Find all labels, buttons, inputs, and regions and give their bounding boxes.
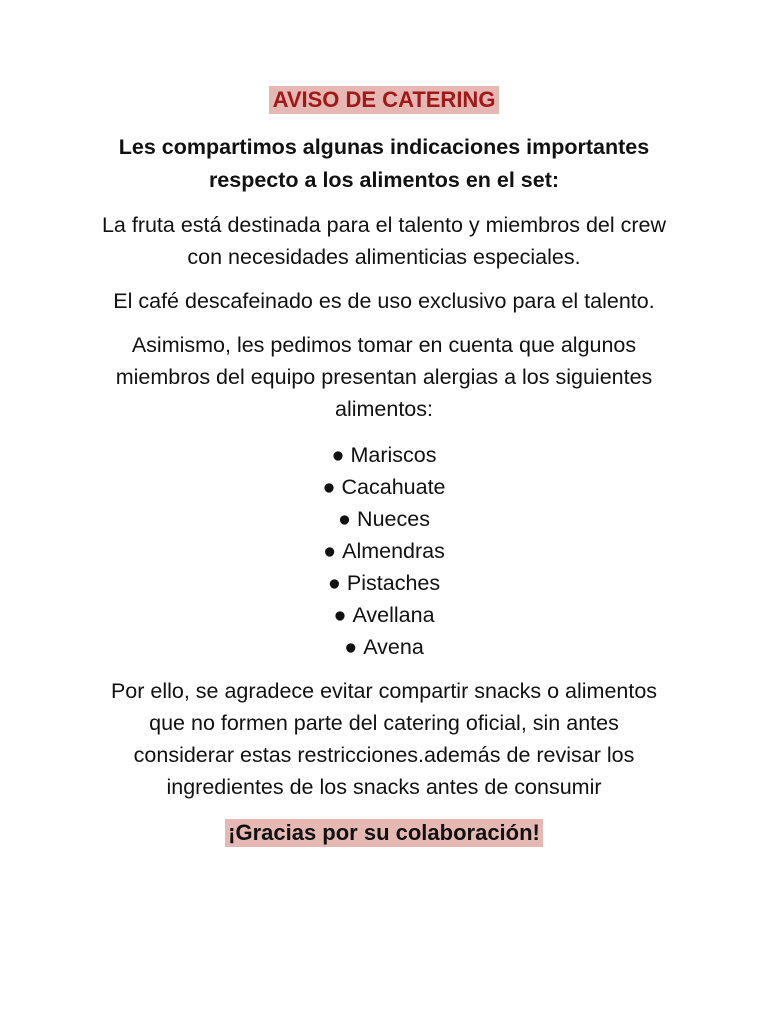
allergen-item [100, 567, 668, 599]
bullet-icon: ● [333, 603, 347, 627]
bullet-icon: ● [344, 635, 358, 659]
bullet-icon: ● [331, 443, 345, 467]
allergen-label: Mariscos [350, 443, 437, 467]
paragraph-allergies: Asimismo, les pedimos tomar en cuenta que algunos miembros del equipo presentan alergias a los siguientes alimentos: [115, 333, 653, 421]
allergen-label: Almendras [342, 539, 445, 563]
allergen-label: Nueces [357, 507, 430, 531]
allergen-label: Pistaches [346, 571, 441, 595]
allergen-item [100, 599, 668, 631]
title-wrap [100, 86, 668, 114]
allergen-list [100, 439, 668, 663]
bullet-icon: ● [322, 475, 336, 499]
bullet-icon: ● [338, 507, 352, 531]
closing-wrap [100, 819, 668, 847]
allergen-label: Avena [363, 635, 424, 659]
allergen-item [100, 471, 668, 503]
intro-text: Les compartimos algunas indicaciones importantes respecto a los alimentos en el set: [118, 135, 650, 192]
bullet-icon: ● [323, 539, 337, 563]
paragraph-coffee: El café descafeinado es de uso exclusivo para el talento. [113, 289, 655, 313]
allergen-item [100, 631, 668, 663]
closing-thanks: ¡Gracias por su colaboración! [225, 819, 543, 847]
allergen-item [100, 439, 668, 471]
allergen-label: Avellana [352, 603, 435, 627]
bullet-icon: ● [327, 571, 341, 595]
allergen-label: Cacahuate [341, 475, 446, 499]
allergen-item [100, 503, 668, 535]
paragraph-snacks: Por ello, se agradece evitar compartir snacks o alimentos que no formen parte del catering oficial, sin antes considerar estas restricciones.además de revisar los ingredientes de los snacks antes de consumir [110, 679, 658, 799]
notice-title: AVISO DE CATERING [269, 86, 500, 114]
allergen-item [100, 535, 668, 567]
paragraph-fruit: La fruta está destinada para el talento y miembros del crew con necesidades alimenticias especiales. [101, 213, 667, 269]
